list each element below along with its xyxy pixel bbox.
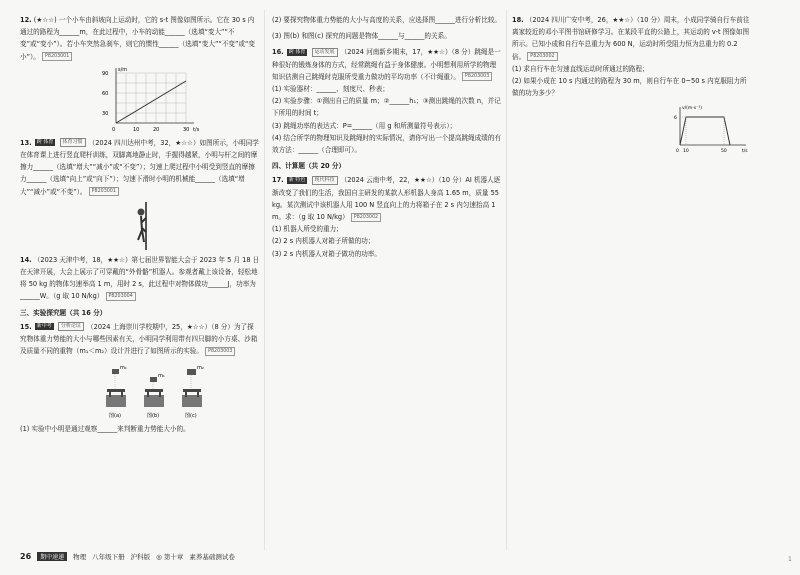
- vt-graph: [670, 103, 750, 153]
- question-12: [20, 14, 260, 133]
- sub-question: (3) 图(b) 和图(c) 探究的问题是物体______与______的关系。: [272, 32, 451, 41]
- question-text: （2024 河南新乡期末，17，★★☆）（8 分）跳绳是一种很好的锻炼身体的方式，经常跳绳有益于身体健康。小明想利用所学的物理知识估测自己跳绳时克服所受重力做功的平均功率（不计绳重）。: [272, 48, 501, 81]
- question-code: P8203003: [462, 72, 492, 81]
- st-graph: [96, 65, 206, 133]
- question-number: 14.: [20, 255, 32, 264]
- question-16: [272, 46, 502, 156]
- y-tick: 60: [102, 90, 109, 97]
- mass-label: m₁: [120, 365, 127, 372]
- question-15: [20, 321, 260, 436]
- chapter-label: ◎ 第十章: [156, 553, 184, 561]
- question-18: [512, 14, 752, 153]
- page-footer: [20, 552, 235, 561]
- edition-label: 沪科版: [130, 553, 151, 561]
- sub-question: (1) 机器人所受的重力；: [272, 225, 343, 234]
- question-number: 16.: [272, 48, 284, 57]
- sub-question-row: [512, 75, 752, 99]
- figure-caption: 图(c): [185, 413, 197, 420]
- question-14: [20, 254, 260, 303]
- brand-label: 期中速递: [37, 552, 67, 561]
- subject-label: 物理: [73, 553, 87, 561]
- question-code: P8203001: [89, 187, 119, 196]
- column-divider: [264, 10, 265, 550]
- question-text: （2024 四川达州中考，32，★☆☆）如图所示，小明同学在体育课上进行竖直爬杆训练，双脚离地静止时，手握得越紧，小明与杆之间的摩擦力______（选填“增大”“减小”或“不变”）；匀速上爬过程中小明受到竖直的摩擦力______（选填“向上”或“向下”）；匀速下滑时小明的机械能______（选填“增大”“减小”或“不变”）。: [20, 138, 259, 196]
- column-middle: [272, 14, 502, 264]
- question-number: 17.: [272, 176, 284, 185]
- sub-question: (2) 实验步骤：①测出自己的质量 m；②______h₁；③测出跳绳的次数 n，并记下所用的时间 t；: [272, 97, 501, 118]
- category-tag: 新 特色: [288, 176, 306, 183]
- sub-question: (1) 实验中小明是通过观察______来判断重力势能大小的。: [20, 425, 190, 434]
- climbing-figure: [130, 202, 160, 250]
- question-text: （2023 天津中考，18，★★☆）第七届世界智能大会于 2023 年 5 月 18 日在天津开展，大会上展示了可穿戴的“外骨骼”机器人。参观者戴上该设备，轻松地将 50 kg 的物体匀速举高 1 m，用时 2 s，此过程中对物体做功______J，功率为______W。（g 取 10 N/kg）: [20, 255, 260, 301]
- question-text: （2024 云南中考，22，★★☆）（10 分）AI 机器人逐渐改变了我们的生活，我国自主研发的某款人形机器人身高 1.65 m，质量 55 kg。某次测试中该机器人用 100 N 竖直向上的力将箱子在 2 s 内匀速抬高 1 m。求：（g 取 10 N/kg）: [272, 176, 501, 222]
- x-tick: 0: [112, 126, 116, 133]
- y-tick: 30: [102, 110, 109, 117]
- x-tick: 10: [683, 149, 689, 154]
- category-tag: 跨 体育: [288, 48, 306, 55]
- x-axis-label: t/s: [742, 149, 748, 154]
- category-tag: 跨 体育: [36, 139, 54, 146]
- test-label: 素养基础测试卷: [189, 553, 235, 561]
- question-text: （2024 上海崇川学校期中，25，★☆☆）（8 分）为了探究物体重力势能的大小与哪些因素有关，小明同学利用带有四只脚的小方桌、沙箱及质量不同的重物（m₁＜m₂）设计并进行了如图所示的实验。: [20, 322, 258, 356]
- sub-question: (2) 如果小成在 10 s 内通过的路程为 30 m，则自行车在 0~50 s 内克服阻力所做的功为多少？: [512, 77, 747, 98]
- y-axis-label: v/(m·s⁻¹): [682, 106, 703, 112]
- page-number: 26: [20, 552, 32, 561]
- question-number: 15.: [20, 322, 32, 331]
- difficulty-stars: (★☆☆): [33, 16, 57, 24]
- sandbox-experiment-figure: [100, 361, 210, 423]
- question-number: 18.: [512, 16, 524, 24]
- category-tag: 体育习惯: [60, 138, 86, 147]
- sub-question: (2) 2 s 内机器人对箱子所做的功；: [272, 237, 375, 246]
- mass-label: m₁: [158, 373, 165, 380]
- column-left: [20, 14, 260, 440]
- question-17: [272, 174, 502, 259]
- category-tag: 新中考: [36, 323, 52, 330]
- category-tag: 运动发展: [312, 48, 338, 57]
- question-code: P8203002: [527, 52, 557, 61]
- question-code: P8203004: [106, 292, 136, 301]
- sub-question: (2) 要探究物体重力势能的大小与高度的关系，应选择图______进行分析比较。: [272, 16, 502, 24]
- section-heading-calculation: 四、计算题（共 20 分）: [272, 162, 346, 171]
- x-tick: 30: [183, 126, 190, 133]
- question-text: 一个小车由斜坡向上运动时，它的 s-t 图像如图所示。它在 30 s 内通过的路程为______m，在此过程中，小车的动能______（选填“变大”“不变”或“变小”）。若小车突然急刹车，则它的惯性______（选填“变大”“不变”或“变小”）。: [20, 16, 256, 61]
- column-right: [512, 14, 752, 157]
- y-tick: 6: [674, 116, 677, 122]
- page-edge-mark: 1: [788, 556, 792, 563]
- section-heading-experiment: 三、实验探究题（共 16 分）: [20, 308, 107, 317]
- question-text: （2024 四川广安中考，26，★★☆）（10 分）周末，小成同学骑自行车前往离家较近的邓小平图书馆研修学习。在某段平直的公路上，其运动的 v-t 图像如图所示。已知小成和自行车总重力为 600 N，运动时所受阻力恒为总重力的 0.2 倍。: [512, 16, 750, 61]
- question-code: P8203003: [205, 347, 235, 356]
- figure-caption: 图(b): [147, 413, 160, 420]
- x-tick: 10: [133, 126, 140, 133]
- x-tick: 20: [153, 126, 160, 133]
- column-divider: [506, 10, 507, 550]
- figure-caption: 图(a): [109, 413, 121, 420]
- x-tick: 50: [721, 149, 727, 154]
- x-axis-label: t/s: [193, 126, 200, 133]
- sub-question: (1) 求自行车在匀速直线运动时所通过的路程；: [512, 64, 649, 73]
- category-tag: 现代科技: [312, 176, 338, 185]
- mass-label: m₂: [197, 365, 204, 372]
- question-number: 13.: [20, 138, 32, 147]
- category-tag: 分析论证: [58, 322, 84, 331]
- question-code: P8203001: [42, 52, 72, 61]
- y-axis-label: s/m: [118, 66, 128, 73]
- question-number: 12.: [20, 16, 32, 24]
- question-code: P8203002: [351, 213, 381, 222]
- sub-question: (3) 2 s 内机器人对箱子做功的功率。: [272, 249, 381, 258]
- grade-label: 八年级下册: [92, 553, 125, 561]
- sub-question: (3) 跳绳功率的表达式：P=______（用 g 和所测量符号表示）；: [272, 121, 457, 130]
- y-tick: 90: [102, 70, 109, 77]
- x-tick: 0: [676, 149, 679, 154]
- question-13: [20, 137, 260, 250]
- sub-question: (1) 实验器材：______、刻度尺、秒表；: [272, 85, 389, 94]
- sub-question: (4) 结合所学的物理知识及跳绳时的实际情况，请你写出一个提高跳绳成绩的有效方法：______（合理即可）。: [272, 133, 502, 155]
